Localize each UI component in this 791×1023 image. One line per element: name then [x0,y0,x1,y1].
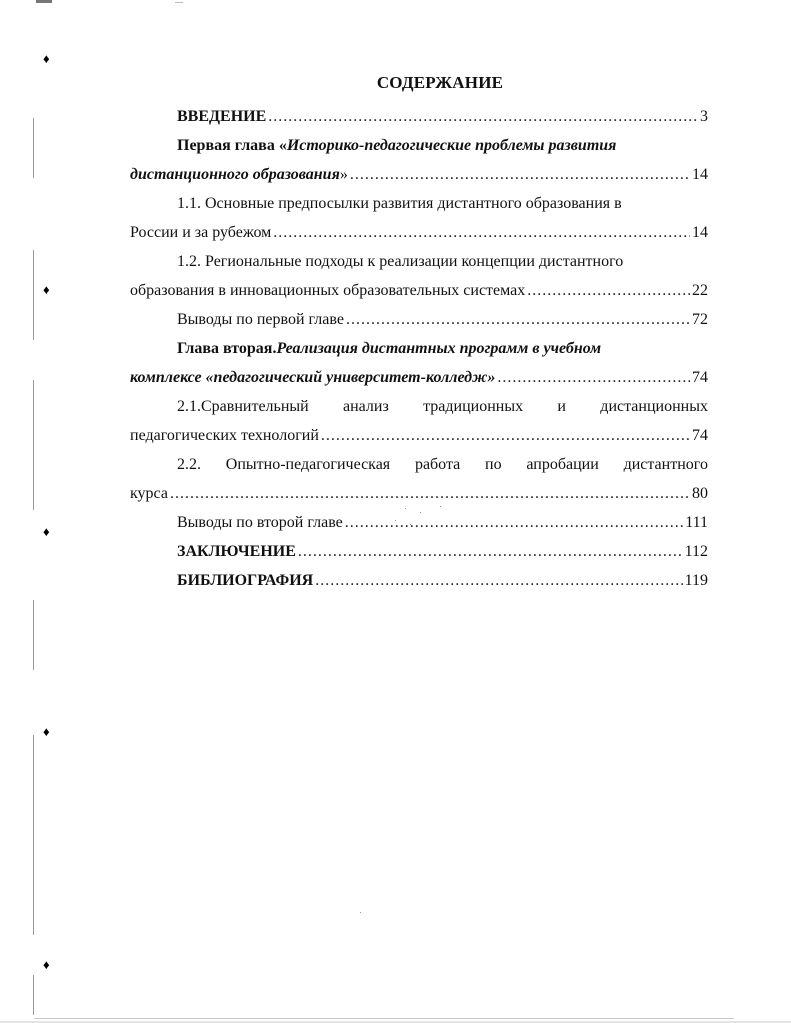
table-of-contents [130,102,708,595]
dot-leader [170,479,690,508]
toc-page-number: 112 [684,543,708,560]
toc-entry-introduction[interactable] [130,102,708,131]
toc-word: и [557,398,566,415]
dot-leader [345,508,683,537]
toc-word: работа [414,456,461,473]
margin-line [33,975,34,1015]
toc-entry-conclusions-chapter-1[interactable] [130,305,708,334]
toc-entry-title: 1.1. Основные предпосылки развития дистантного образования в [177,195,622,212]
scan-speck [360,912,361,913]
toc-word: анализ [343,398,389,415]
toc-entry-title-cont: России и за рубежом [130,224,272,241]
dot-leader [497,363,690,392]
toc-entry-section-2-2[interactable] [130,450,708,508]
toc-word: традиционных [423,398,524,415]
scan-edge-mark [36,0,52,3]
punch-hole-mark: ♦ [43,957,50,972]
toc-entry-section-1-1[interactable] [130,189,708,247]
toc-entry-bibliography[interactable] [130,566,708,595]
toc-entry-section-1-2[interactable] [130,247,708,305]
dot-leader [346,305,690,334]
toc-page-number: 74 [692,369,708,386]
margin-line [33,380,34,510]
toc-word: 2.1.Сравнительный [177,398,309,415]
margin-line [33,250,34,340]
toc-page-number: 22 [692,282,708,299]
toc-word: по [485,456,502,473]
toc-entry-section-2-1[interactable] [130,392,708,450]
toc-page-number: 74 [692,427,708,444]
punch-hole-mark: ♦ [43,724,50,739]
toc-entry-conclusion[interactable] [130,537,708,566]
dot-leader [527,276,690,305]
toc-entry-title: Выводы по первой главе [177,311,344,328]
margin-line [33,735,34,935]
punch-hole-mark: ♦ [43,282,50,297]
toc-page-number: 111 [685,514,708,531]
toc-page-number: 3 [700,108,708,125]
toc-entry-title: Выводы по второй главе [177,514,343,531]
dot-leader [273,218,690,247]
toc-word: 2.2. [177,456,201,473]
toc-word: апробации [526,456,599,473]
margin-line [33,600,34,670]
toc-entry-chapter-1[interactable] [130,131,708,189]
toc-word: дистанционных [600,398,708,415]
toc-word: Опытно-педагогическая [225,456,391,473]
punch-hole-mark: ♦ [43,51,50,66]
toc-entry-title-cont: педагогических технологий [130,427,319,444]
toc-entry-title: Историко-педагогические проблемы развития [286,137,617,154]
toc-entry-chapter-2[interactable] [130,334,708,392]
toc-page-number: 80 [692,485,708,502]
toc-entry-suffix: » [339,166,348,183]
dot-leader [268,102,698,131]
toc-page-number: 14 [692,224,708,241]
dot-leader [350,160,690,189]
toc-page-number: 72 [692,311,708,328]
toc-entry-title: ВВЕДЕНИЕ [177,108,267,125]
scan-edge-mark [175,2,183,3]
toc-entry-title-cont: дистанционного образования [130,166,340,183]
toc-entry-title: 1.2. Региональные подходы к реализации концепции дистантного [177,253,624,270]
punch-hole-mark: ♦ [43,524,50,539]
toc-entry-title-cont: образования в инновационных образовательных системах [130,282,526,299]
toc-page-number: 14 [692,166,708,183]
toc-page-number: 119 [684,572,708,589]
toc-entry-title: БИБЛИОГРАФИЯ [177,572,314,589]
scan-bottom-edge [34,1018,734,1019]
page-title: СОДЕРЖАНИЕ [376,73,504,92]
toc-entry-prefix: Первая глава « [177,137,287,154]
toc-entry-title-cont: курса [130,485,168,502]
toc-entry-title: ЗАКЛЮЧЕНИЕ [177,543,296,560]
dot-leader [321,421,690,450]
margin-line [33,118,34,178]
dot-leader [298,537,683,566]
toc-entry-conclusions-chapter-2[interactable] [130,508,708,537]
toc-entry-prefix: Глава вторая. [177,340,277,357]
toc-word: дистантного [623,456,708,473]
toc-entry-title-cont: комплексе «педагогический университет-колледж» [130,369,496,386]
toc-entry-title: Реализация дистантных программ в учебном [276,340,602,357]
dot-leader [315,566,682,595]
